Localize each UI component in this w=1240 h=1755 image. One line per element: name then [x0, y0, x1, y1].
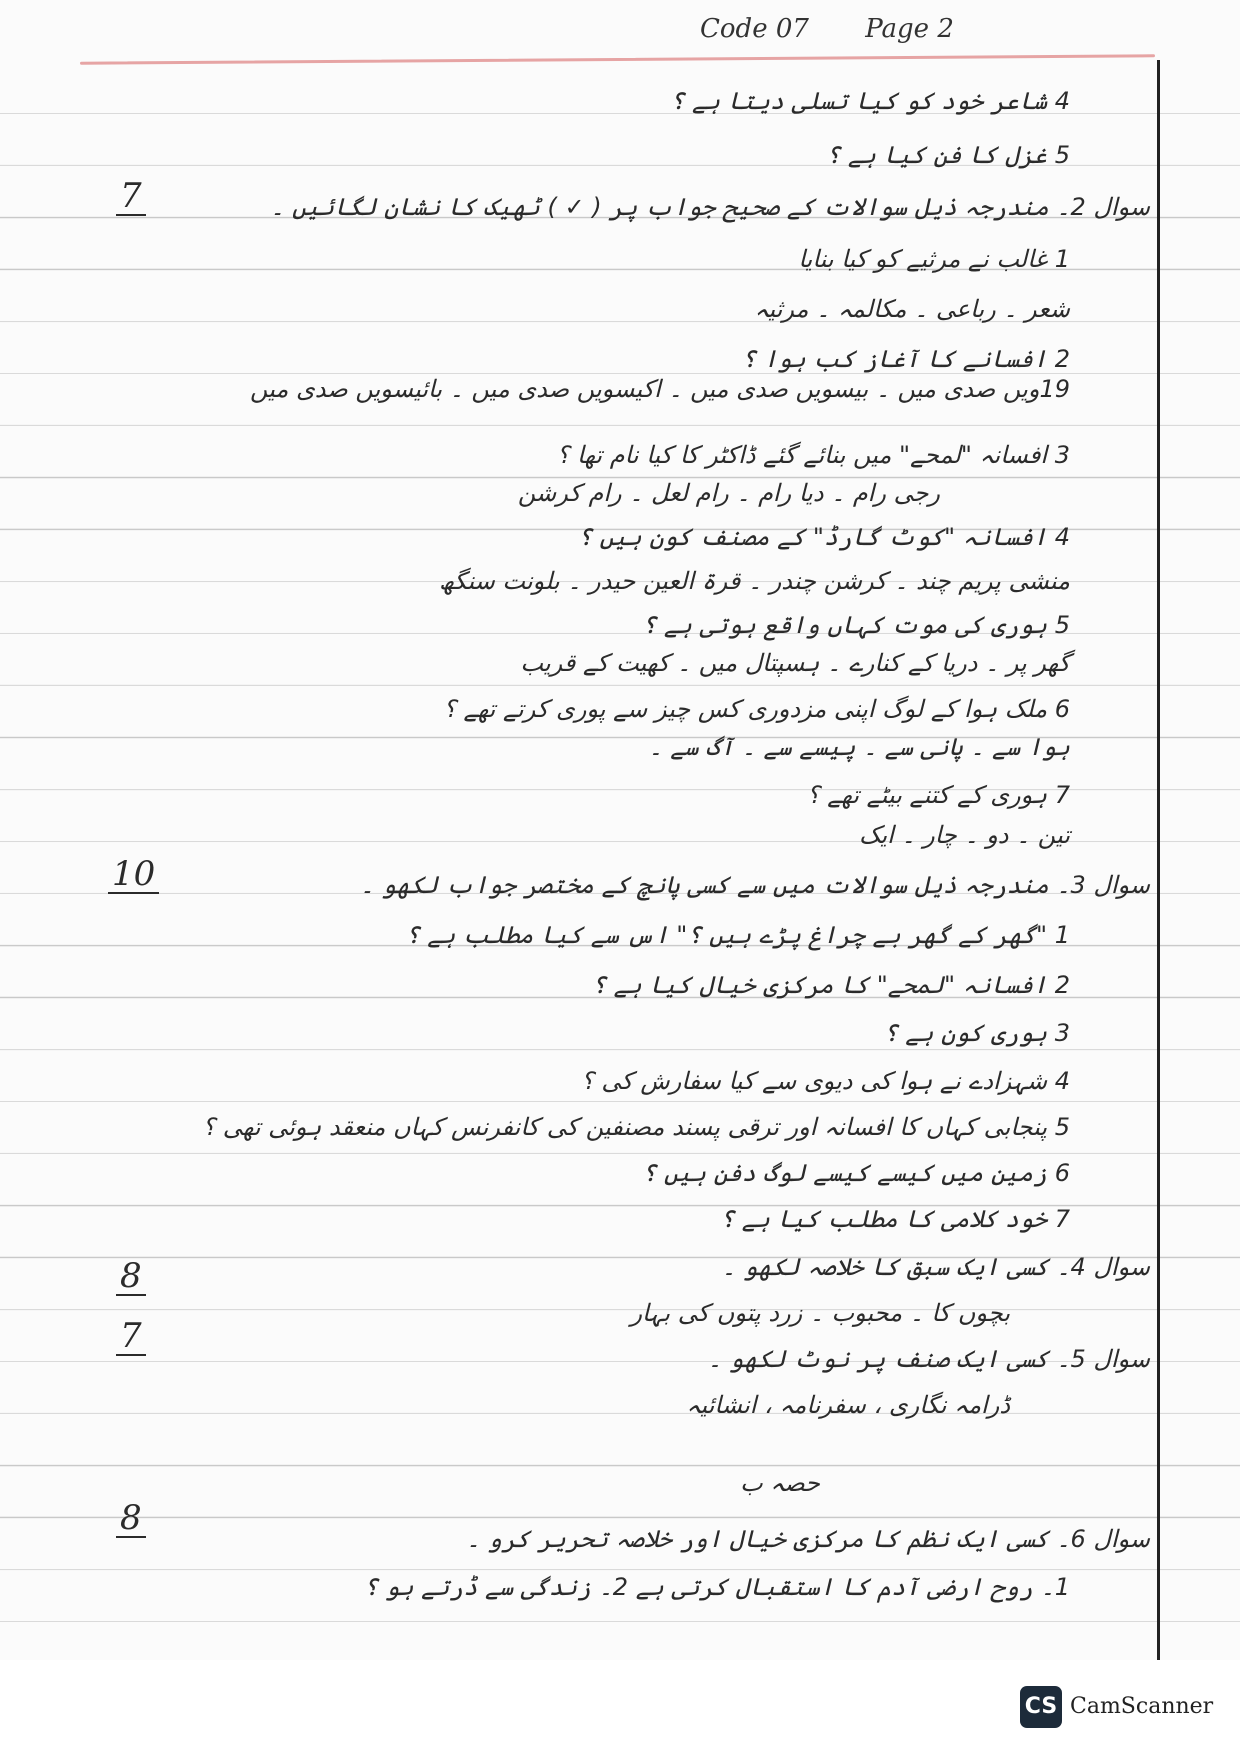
exam-line-19: 1 "گھر کے گھر بے چراغ پڑے ہیں ؟" اس سے کیا مطلب ہے ؟ [405, 921, 1070, 949]
exam-line-1: 4 شاعر خود کو کیا تسلی دیتا ہے ؟ [670, 87, 1070, 115]
exam-line-5: شعر ۔ رباعی ۔ مکالمہ ۔ مرثیہ [754, 295, 1070, 323]
exam-line-8: 3 افسانہ "لمحے" میں بنائے گئے ڈاکٹر کا کیا نام تھا ؟ [556, 441, 1070, 469]
exam-line-3: سوال 2۔ مندرجہ ذیل سوالات کے صحیح جواب پر ( ✓ ) ٹھیک کا نشان لگائیں ۔ [270, 193, 1150, 221]
exam-line-15: ہوا سے ۔ پانی سے ۔ پیسے سے ۔ آگ سے ۔ [648, 733, 1070, 761]
marks-q2: 7 [116, 178, 146, 216]
exam-line-32: 1۔ روح ارضی آدم کا استقبال کرتی ہے 2۔ زندگی سے ڈرتے ہو ؟ [363, 1573, 1070, 1601]
exam-line-22: 4 شہزادے نے ہوا کی دیوی سے کیا سفارش کی ؟ [580, 1067, 1070, 1095]
exam-line-7: 19ویں صدی میں ۔ بیسویں صدی میں ۔ اکیسویں صدی میں ۔ بائیسویں صدی میں [249, 375, 1070, 403]
exam-line-13: گھر پر ۔ دریا کے کنارے ۔ ہسپتال میں ۔ کھیت کے قریب [520, 649, 1070, 677]
exam-line-11: منشی پریم چند ۔ کرشن چندر ۔ قرۃ العین حیدر ۔ بلونت سنگھ [439, 567, 1070, 595]
exam-line-12: 5 ہوری کی موت کہاں واقع ہوتی ہے ؟ [642, 611, 1070, 639]
exam-line-9: رجی رام ۔ دیا رام ۔ رام لعل ۔ رام کرشن [517, 479, 940, 507]
marks-q4: 8 [116, 1258, 146, 1296]
marks-q6: 8 [116, 1500, 146, 1538]
exam-line-30: حصہ ب [740, 1469, 820, 1497]
page-header [700, 14, 1002, 44]
exam-line-28: سوال 5۔ کسی ایک صنف پر نوٹ لکھو ۔ [707, 1345, 1150, 1373]
exam-line-10: 4 افسانہ "کوٹ گارڈ" کے مصنف کون ہیں ؟ [577, 523, 1070, 551]
exam-line-18: سوال 3۔ مندرجہ ذیل سوالات میں سے کسی پانچ کے مختصر جواب لکھو ۔ [360, 871, 1150, 899]
exam-line-29: ڈرامہ نگاری ، سفرنامہ ، انشائیہ [686, 1391, 1010, 1419]
right-margin-line [1157, 60, 1160, 1660]
camscanner-logo-icon: CS [1020, 1686, 1062, 1728]
exam-line-14: 6 ملک ہوا کے لوگ اپنی مزدوری کس چیز سے پوری کرتے تھے ؟ [443, 695, 1070, 723]
exam-line-21: 3 ہوری کون ہے ؟ [883, 1019, 1070, 1047]
page-top-blank [0, 0, 1240, 62]
exam-line-6: 2 افسانے کا آغاز کب ہوا ؟ [741, 345, 1070, 373]
exam-line-31: سوال 6۔ کسی ایک نظم کا مرکزی خیال اور خلاصہ تحریر کرو ۔ [466, 1525, 1150, 1553]
exam-line-27: بچوں کا ۔ محبوب ۔ زرد پتوں کی بہار [630, 1299, 1010, 1327]
marks-q3: 10 [108, 856, 159, 894]
exam-line-16: 7 ہوری کے کتنے بیٹے تھے ؟ [806, 781, 1070, 809]
exam-line-26: سوال 4۔ کسی ایک سبق کا خلاصہ لکھو ۔ [721, 1253, 1150, 1281]
exam-line-17: تین ۔ دو ۔ چار ۔ ایک [859, 821, 1070, 849]
exam-line-24: 6 زمین میں کیسے کیسے لوگ دفن ہیں ؟ [642, 1159, 1070, 1187]
page-number: Page 2 [865, 14, 954, 44]
exam-line-4: 1 غالب نے مرثیے کو کیا بنایا [798, 245, 1070, 273]
code-label: Code 07 [700, 14, 809, 44]
exam-line-2: 5 غزل کا فن کیا ہے ؟ [826, 141, 1070, 169]
marks-q5: 7 [116, 1318, 146, 1356]
exam-line-20: 2 افسانہ "لمحے" کا مرکزی خیال کیا ہے ؟ [591, 971, 1070, 999]
camscanner-wordmark: CamScanner [1070, 1694, 1214, 1719]
exam-line-25: 7 خود کلامی کا مطلب کیا ہے ؟ [720, 1205, 1070, 1233]
exam-line-23: 5 پنجابی کہاں کا افسانہ اور ترقی پسند مصنفین کی کانفرنس کہاں منعقد ہوئی تھی ؟ [202, 1113, 1070, 1141]
